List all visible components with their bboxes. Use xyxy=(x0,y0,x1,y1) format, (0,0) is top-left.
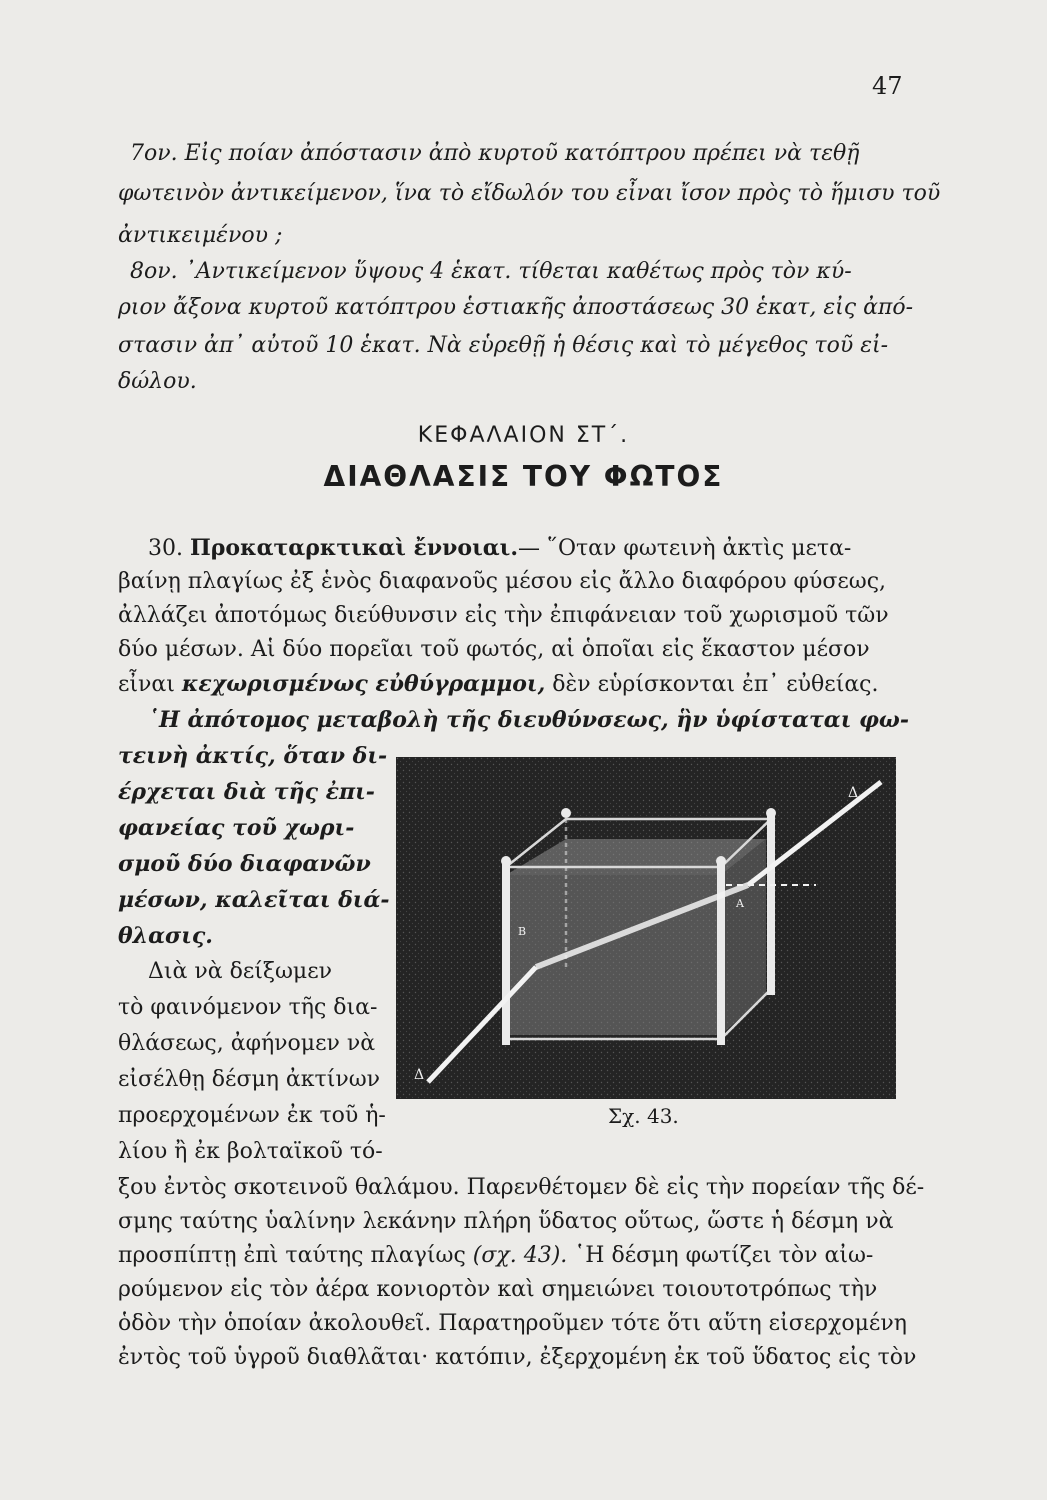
glass-basin-illustration xyxy=(396,757,896,1099)
section-p1-line-4: δύο μέσων. Αἱ δύο πορεῖαι τοῦ φωτός, αἱ ὁποῖαι εἰς ἕκαστον μέσον xyxy=(118,637,870,662)
section-heading-line xyxy=(148,534,851,563)
page-number: 47 xyxy=(872,72,903,100)
p1-l5-c: δὲν εὑρίσκονται ἐπ᾿ εὐθείας. xyxy=(545,672,879,697)
p2-line-11: ὁδὸν τὴν ὁποίαν ἀκολουθεῖ. Παρατηροῦμεν τότε ὅτι αὕτη εἰσερχομένη xyxy=(118,1311,907,1336)
exercise-8-line-2: ριον ἄξονα κυρτοῦ κατόπτρου ἑστιακῆς ἀποστάσεως 30 ἑκατ, εἰς ἀπό- xyxy=(118,295,914,320)
exercise-7-line-1: 7ον. Εἰς ποίαν ἀπόστασιν ἀπὸ κυρτοῦ κατόπτρου πρέπει νὰ τεθῇ xyxy=(130,141,860,166)
p2-line-8: σμης ταύτης ὑαλίνην λεκάνην πλήρη ὕδατος οὕτως, ὥστε ἡ δέσμη νὰ xyxy=(118,1209,894,1234)
figure-caption: Σχ. 43. xyxy=(608,1104,679,1128)
section-p1-l1-rest: — ῞Οταν φωτεινὴ ἀκτὶς μετα- xyxy=(517,536,852,561)
definition-line-7: θλασις. xyxy=(118,923,213,949)
refraction-figure xyxy=(396,757,896,1099)
exercise-8-line-1: 8ον. ᾿Αντικείμενον ὕψους 4 ἑκατ. τίθεται καθέτως πρὸς τὸν κύ- xyxy=(130,259,852,284)
section-p1-line-5 xyxy=(118,670,879,699)
p2-l9-c: ῾Η δέσμη φωτίζει τὸν αἰω- xyxy=(567,1243,874,1268)
label-delta-top: Δ xyxy=(848,785,859,801)
label-b: B xyxy=(518,925,527,938)
p2-line-4: εἰσέλθῃ δέσμη ἀκτίνων xyxy=(118,1067,381,1092)
section-heading: Προκαταρκτικαὶ ἔννοιαι. xyxy=(190,535,518,561)
definition-line-6: μέσων, καλεῖται διά- xyxy=(118,887,390,913)
p2-line-2: τὸ φαινόμενον τῆς δια- xyxy=(118,995,378,1020)
exercise-8-line-4: δώλου. xyxy=(118,369,197,394)
p2-line-10: ρούμενον εἰς τὸν ἀέρα κονιορτὸν καὶ σημειώνει τοιουτοτρόπως τὴν xyxy=(118,1277,878,1302)
exercise-7-line-2: φωτεινὸν ἀντικείμενον, ἵνα τὸ εἴδωλόν του εἶναι ἴσον πρὸς τὸ ἥμισυ τοῦ xyxy=(118,181,941,206)
chapter-title: ΔΙΑΘΛΑΣΙΣ ΤΟΥ ΦΩΤΟΣ xyxy=(323,460,724,493)
exercise-7-line-3: ἀντικειμένου ; xyxy=(118,223,283,248)
p2-l9-b: (σχ. 43). xyxy=(472,1243,568,1268)
definition-line-5: σμοῦ δύο διαφανῶν xyxy=(118,851,371,877)
definition-line-3: έρχεται διὰ τῆς ἐπι- xyxy=(118,779,375,805)
p2-line-3: θλάσεως, ἀφήνομεν νὰ xyxy=(118,1031,376,1056)
exercise-8-line-3: στασιν ἀπ᾿ αὐτοῦ 10 ἑκατ. Νὰ εὑρεθῇ ἡ θέσις καὶ τὸ μέγεθος τοῦ εἰ- xyxy=(118,333,889,358)
p2-line-6: λίου ἢ ἐκ βολταϊκοῦ τό- xyxy=(118,1139,383,1164)
p1-l5-a: εἶναι xyxy=(118,672,182,697)
p2-line-12: ἐντὸς τοῦ ὑγροῦ διαθλᾶται· κατόπιν, ἐξερχομένη ἐκ τοῦ ὕδατος εἰς τὸν xyxy=(118,1345,917,1370)
p2-line-9 xyxy=(118,1242,873,1270)
label-a: A xyxy=(736,897,744,910)
definition-line-2: τεινὴ ἀκτίς, ὅταν δι- xyxy=(118,743,388,769)
p2-line-1: Διὰ νὰ δείξωμεν xyxy=(148,959,332,984)
section-number: 30. xyxy=(148,536,183,561)
label-delta-bottom: Δ xyxy=(414,1067,425,1083)
p2-line-7: ξου ἐντὸς σκοτεινοῦ θαλάμου. Παρενθέτομεν δὲ εἰς τὴν πορείαν τῆς δέ- xyxy=(118,1175,925,1200)
definition-line-4: φανείας τοῦ χωρι- xyxy=(118,815,355,841)
definition-line-1: ῾Η ἀπότομος μεταβολὴ τῆς διευθύνσεως, ἣν ὑφίσταται φω- xyxy=(148,707,910,733)
section-p1-line-2: βαίνῃ πλαγίως ἐξ ἑνὸς διαφανοῦς μέσου εἰς ἄλλο διαφόρου φύσεως, xyxy=(118,569,887,594)
chapter-label: ΚΕΦΑΛΑΙΟΝ ΣΤ΄. xyxy=(417,423,630,448)
section-p1-line-3: ἀλλάζει ἀποτόμως διεύθυνσιν εἰς τὴν ἐπιφάνειαν τοῦ χωρισμοῦ τῶν xyxy=(118,603,889,628)
p2-line-5: προερχομένων ἐκ τοῦ ἡ- xyxy=(118,1103,386,1128)
p2-l9-a: προσπίπτῃ ἐπὶ ταύτης πλαγίως xyxy=(118,1243,473,1268)
p1-l5-b: κεχωρισμένως εὐθύγραμμοι, xyxy=(181,671,546,697)
